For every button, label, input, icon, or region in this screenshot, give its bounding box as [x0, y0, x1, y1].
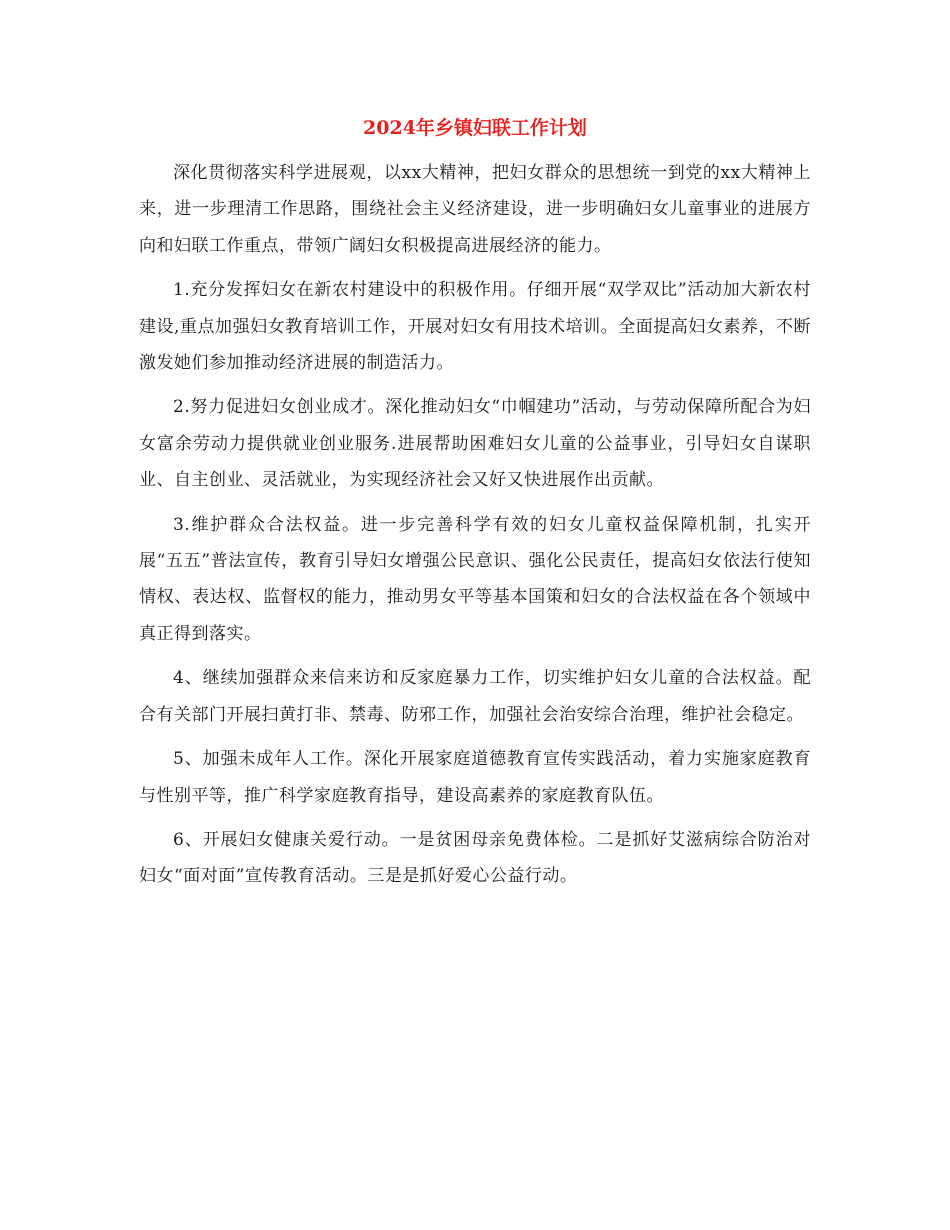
- paragraph-item-4: 4、继续加强群众来信来访和反家庭暴力工作，切实维护妇女儿童的合法权益。配合有关部门开展扫黄打非、禁毒、防邪工作，加强社会治安综合治理，维护社会稳定。: [139, 668, 811, 725]
- paragraph-item-3: 3.维护群众合法权益。进一步完善科学有效的妇女儿童权益保障机制，扎实开展“五五”普法宣传，教育引导妇女增强公民意识、强化公民责任，提高妇女依法行使知情权、表达权、监督权的能力，推动男女平等基本国策和妇女的合法权益在各个领域中真正得到落实。: [139, 514, 811, 644]
- document-title: 2024年乡镇妇联工作计划: [363, 117, 587, 139]
- paragraph-intro: 深化贯彻落实科学进展观，以xx大精神，把妇女群众的思想统一到党的xx大精神上来，进一步理清工作思路，围绕社会主义经济建设，进一步明确妇女儿童事业的进展方向和妇联工作重点，带领广阔妇女积极提高进展经济的能力。: [139, 163, 811, 256]
- paragraph-item-2: 2.努力促进妇女创业成才。深化推动妇女“巾帼建功”活动，与劳动保障所配合为妇女富余劳动力提供就业创业服务.进展帮助困难妇女儿童的公益事业，引导妇女自谋职业、自主创业、灵活就业，为实现经济社会又好又快进展作出贡献。: [139, 397, 811, 491]
- paragraph-item-6: 6、开展妇女健康关爱行动。一是贫困母亲免费体检。二是抓好艾滋病综合防治对妇女“面对面”宣传教育活动。三是是抓好爱心公益行动。: [139, 829, 811, 887]
- document-body: [139, 155, 811, 903]
- paragraph-item-5: 5、加强未成年人工作。深化开展家庭道德教育宣传实践活动，着力实施家庭教育与性别平等，推广科学家庭教育指导，建设高素养的家庭教育队伍。: [139, 749, 811, 806]
- paragraph-item-1: 1.充分发挥妇女在新农村建设中的积极作用。仔细开展“双学双比”活动加大新农村建设,重点加强妇女教育培训工作，开展对妇女有用技术培训。全面提高妇女素养，不断激发她们参加推动经济进展的制造活力。: [139, 280, 811, 374]
